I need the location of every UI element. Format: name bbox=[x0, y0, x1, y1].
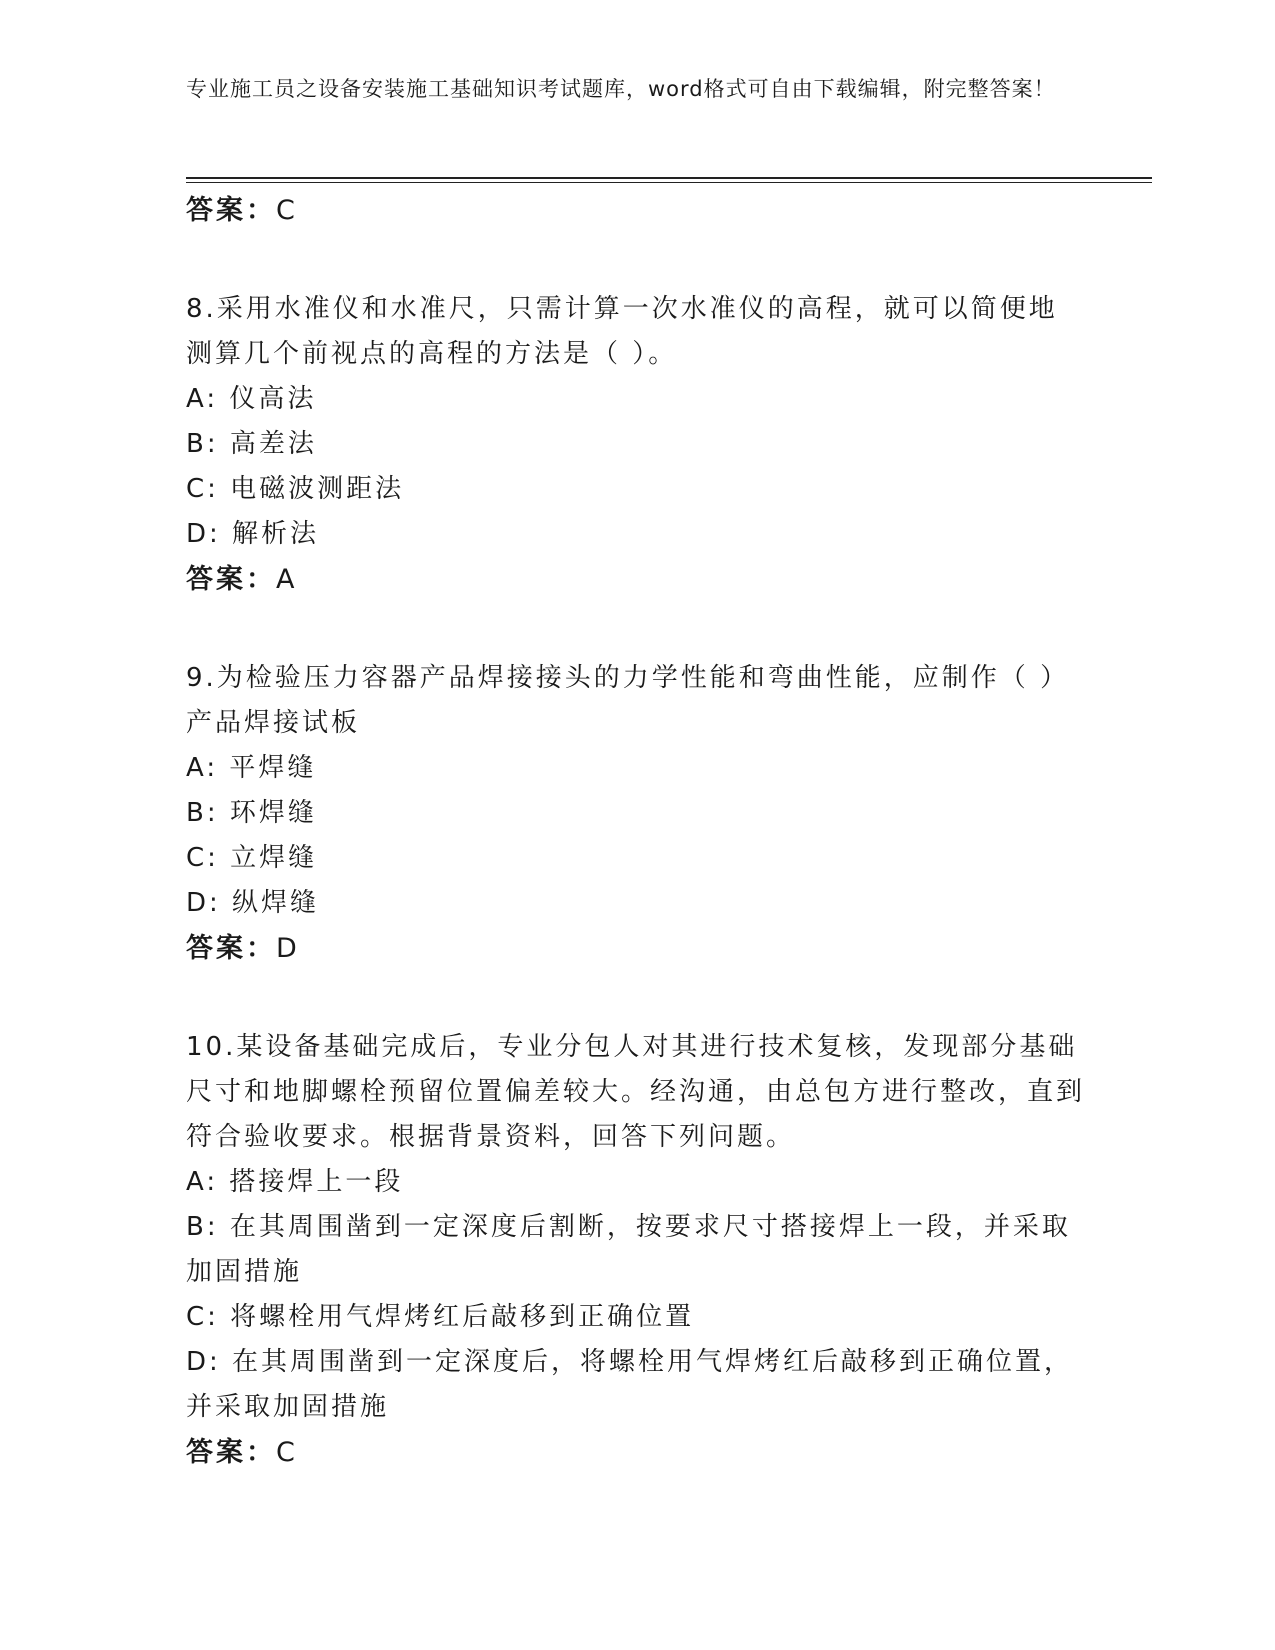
answer-value: D bbox=[276, 933, 300, 964]
option-c: C: 立焊缝 bbox=[186, 843, 318, 873]
answer-value: C bbox=[276, 195, 298, 226]
document-header: 专业施工员之设备安装施工基础知识考试题库，word格式可自由下载编辑，附完整答案！ bbox=[186, 77, 1056, 101]
option-b: B: 环焊缝 bbox=[186, 798, 317, 828]
answer-label: 答案： bbox=[186, 195, 276, 226]
answer-line bbox=[186, 188, 1086, 233]
question-10 bbox=[186, 1025, 1086, 1475]
question-content bbox=[186, 188, 1086, 1475]
answer-label: 答案： bbox=[186, 1437, 276, 1468]
question-stem: 10.某设备基础完成后，专业分包人对其进行技术复核，发现部分基础尺寸和地脚螺栓预留位置偏差较大。经沟通，由总包方进行整改，直到符合验收要求。根据背景资料，回答下列问题。 bbox=[186, 1032, 1086, 1152]
header-divider bbox=[186, 177, 1152, 183]
option-b: B: 在其周围凿到一定深度后割断，按要求尺寸搭接焊上一段，并采取加固措施 bbox=[186, 1212, 1071, 1287]
option-a: A: 搭接焊上一段 bbox=[186, 1167, 404, 1197]
question-8 bbox=[186, 287, 1086, 602]
answer-value: C bbox=[276, 1437, 298, 1468]
answer-label: 答案： bbox=[186, 564, 276, 595]
option-b: B: 高差法 bbox=[186, 429, 317, 459]
option-a: A: 仪高法 bbox=[186, 384, 317, 414]
answer-label: 答案： bbox=[186, 933, 276, 964]
option-c: C: 电磁波测距法 bbox=[186, 474, 405, 504]
option-c: C: 将螺栓用气焊烤红后敲移到正确位置 bbox=[186, 1302, 695, 1332]
option-d: D: 纵焊缝 bbox=[186, 888, 320, 918]
question-stem: 9.为检验压力容器产品焊接接头的力学性能和弯曲性能，应制作（ ）产品焊接试板 bbox=[186, 663, 1070, 738]
answer-line bbox=[186, 926, 1086, 971]
answer-line bbox=[186, 1430, 1086, 1475]
answer-value: A bbox=[276, 564, 298, 595]
option-a: A: 平焊缝 bbox=[186, 753, 317, 783]
question-9 bbox=[186, 656, 1086, 971]
answer-line bbox=[186, 557, 1086, 602]
question-stem: 8.采用水准仪和水准尺，只需计算一次水准仪的高程，就可以简便地测算几个前视点的高程的方法是（ ）。 bbox=[186, 294, 1058, 369]
option-d: D: 解析法 bbox=[186, 519, 320, 549]
option-d: D: 在其周围凿到一定深度后，将螺栓用气焊烤红后敲移到正确位置，并采取加固措施 bbox=[186, 1347, 1074, 1422]
